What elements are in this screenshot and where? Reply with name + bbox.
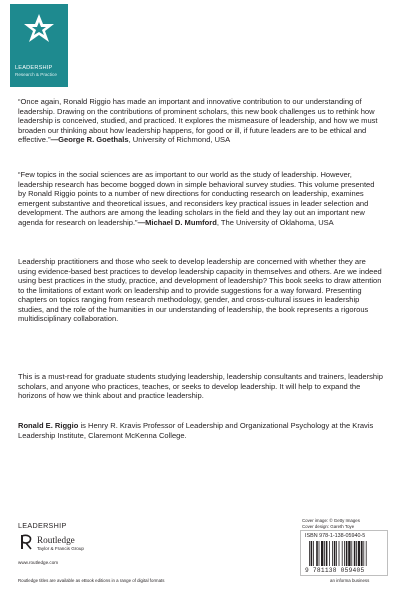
endorsement-goethals <box>18 97 383 145</box>
publisher-url[interactable]: www.routledge.com <box>18 560 59 565</box>
barcode-bar <box>329 541 330 566</box>
barcode-bar <box>348 541 350 566</box>
barcode-bars <box>309 541 385 566</box>
barcode-bar <box>363 541 364 566</box>
barcode-bar <box>334 541 336 566</box>
author-bio-text: is Henry R. Kravis Professor of Leadership and Organizational Psychology at the Kravis Leadership Institute, Claremont McKenna College. <box>18 421 374 440</box>
endorsement-author: —Michael D. Mumford <box>137 217 217 227</box>
barcode-bar <box>344 541 345 566</box>
barcode-bar <box>346 541 348 566</box>
endorsement-author: —George R. Goethals <box>50 135 129 144</box>
barcode-bar <box>324 541 325 566</box>
barcode-bar <box>309 541 310 566</box>
barcode-bar <box>336 541 337 566</box>
barcode-bar <box>342 541 343 566</box>
publisher-name: Routledge <box>37 535 75 545</box>
barcode-bar <box>356 541 357 566</box>
star-emblem-icon <box>22 12 56 46</box>
barcode-bar <box>313 541 314 566</box>
barcode-digits: 9 781138 059405 <box>305 567 365 574</box>
barcode-bar <box>351 541 352 566</box>
endorsement-text: “Few topics in the social sciences are as important to our world as the study of leadership. However, leadership research has become bogged down in simple behavioral survey studies. This volume presented by Ronald Riggio points to a number of new directions for conducting research on leadership, examines emergent substantive and theoretical issues, and reconsiders key practical issues in leader selection and development. The authors are among the leading scholars in the field and they lay out an important new agenda for research on leadership.” <box>18 170 375 227</box>
ebook-note: Routledge titles are available as eBook editions in a range of digital formats <box>18 578 165 583</box>
publisher-group: Taylor & Francis Group <box>37 546 84 551</box>
endorsement-mumford <box>18 170 383 227</box>
category-label: LEADERSHIP <box>18 521 67 530</box>
barcode-bar <box>326 541 328 566</box>
barcode-bar <box>354 541 356 566</box>
author-name: Ronald E. Riggio <box>18 421 79 430</box>
informa-note: an informa business <box>330 578 370 583</box>
endorsement-affiliation: , The University of Oklahoma, USA <box>216 217 334 227</box>
barcode-box <box>300 530 388 576</box>
cover-image-credit: Cover image: © Getty Images <box>302 518 360 523</box>
barcode-bar <box>316 541 318 566</box>
author-bio <box>18 421 383 440</box>
barcode-bar <box>366 541 367 566</box>
barcode-bar <box>319 541 320 566</box>
endorsement-text: “Once again, Ronald Riggio has made an important and innovative contribution to our understanding of leadership. Drawing on the contributions of prominent scholars, this new book challenges us to rethink how leadership is conceived, studied, and practiced. It explores the mismeasure of leadership, and how we must broaden our thinking about how leadership happens, for good or ill, if future leaders are to be ethical and effective.” <box>18 97 378 144</box>
barcode-bar <box>332 541 333 566</box>
isbn-label: ISBN 978-1-138-05940-5 <box>305 533 366 539</box>
series-name: LEADERSHIP <box>15 65 53 71</box>
barcode-bar <box>311 541 313 566</box>
description-paragraph: This is a must-read for graduate students studying leadership, leadership consultants and trainers, leadership scholars, and anyone who practices, teaches, or seeks to develop leadership. It will help to expand the horizons of how we think about and practice leadership. <box>18 372 383 400</box>
barcode-bar <box>358 541 360 566</box>
routledge-logo-icon <box>18 533 35 551</box>
barcode-bar <box>321 541 323 566</box>
endorsement-affiliation: , University of Richmond, USA <box>128 135 231 144</box>
barcode-bar <box>339 541 340 566</box>
barcode-bar <box>361 541 363 566</box>
cover-design-credit: Cover design: Gareth Toye <box>302 524 355 529</box>
series-subtitle: Research & Practice <box>15 72 57 77</box>
top-band <box>0 0 400 90</box>
series-logo-block <box>10 4 68 87</box>
description-paragraph: Leadership practitioners and those who seek to develop leadership are concerned with whether they are using evidence-based best practices to develop leadership capacity in themselves and others. Are we indeed using best practices in the study, practice, and development of leadership? This book seeks to draw attention to the limitations of extant work on leadership and to provide suggestions for a way forward. Presenting chapters on topics ranging from research methodology, gender, and cross-cultural issues in leadership studies, and the role of the humanities in our understanding of leadership, the book represents a rigorous multidisciplinary collaboration. <box>18 257 382 323</box>
